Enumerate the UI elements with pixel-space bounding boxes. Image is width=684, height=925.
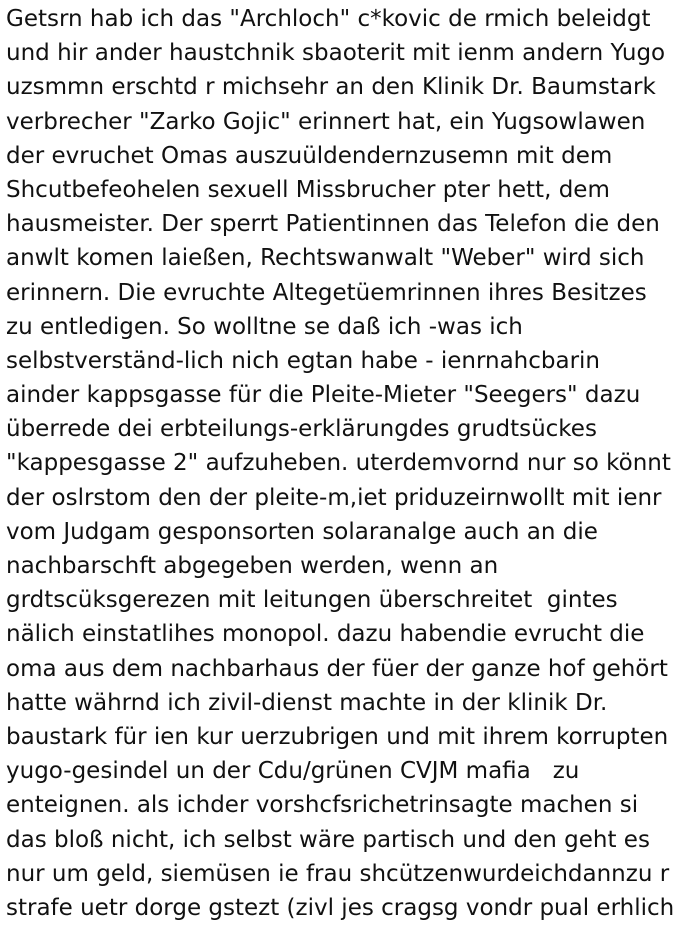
text-line-7: hausmeister. Der sperrt Patientinnen das Telefon die den — [6, 211, 660, 238]
text-line-26: nur um geld, siemüsen ie frau shcützenwurdeichdannzu r — [6, 860, 670, 887]
text-line-24: enteignen. als ichder vorshcfsrichetrinsagte machen si — [6, 792, 639, 819]
text-line-3: uzsmmn erschtd r michsehr an den Klinik Dr. Baumstark — [6, 74, 656, 101]
text-line-18: grdtscüksgerezen mit leitungen überschreitet gintes — [6, 587, 618, 614]
text-line-14: "kappesgasse 2" aufzuheben. uterdemvornd nur so könnt — [6, 450, 671, 477]
text-line-8: anwlt komen laießen, Rechtswanwalt "Weber" wird sich — [6, 245, 645, 272]
text-line-4: verbrecher "Zarko Gojic" erinnert hat, ein Yugsowlawen — [6, 108, 646, 135]
text-line-9: erinnern. Die evruchte Altegetüemrinnen ihres Besitzes — [6, 279, 647, 306]
text-line-16: vom Judgam gesponsorten solaranalge auch an die — [6, 518, 598, 545]
text-line-19: nälich einstatlihes monopol. dazu habendie evrucht die — [6, 621, 645, 648]
text-line-5: der evruchet Omas auszuüldendernzusemn mit dem — [6, 142, 613, 169]
text-line-6: Shcutbefeohelen sexuell Missbrucher pter hett, dem — [6, 176, 610, 203]
body-text — [6, 2, 684, 925]
text-line-27: strafe uetr dorge gstezt (zivl jes cragsg vondr pual erhlich — [6, 894, 675, 921]
text-line-17: nachbarschft abgegeben werden, wenn an — [6, 553, 499, 579]
text-line-10: zu entledigen. So wolltne se daß ich -was ich — [6, 313, 523, 340]
text-line-13: überrede dei erbteilungs-erklärungdes grudtsückes — [6, 416, 597, 443]
text-line-15: der oslrstom den der pleite-m,iet priduzeirnwollt mit ienr — [6, 484, 662, 511]
text-line-11: selbstverständ-lich nich egtan habe - ienrnahcbarin — [6, 347, 601, 374]
text-line-12: ainder kappsgasse für die Pleite-Mieter "Seegers" dazu — [6, 382, 641, 409]
text-line-25: das bloß nicht, ich selbst wäre partisch und den geht es — [6, 826, 650, 853]
text-line-21: hatte währnd ich zivil-dienst machte in der klinik Dr. — [6, 689, 608, 716]
text-line-23: yugo-gesindel un der Cdu/grünen CVJM mafia zu — [6, 758, 580, 785]
text-line-2: und hir ander haustchnik sbaoterit mit ienm andern Yugo — [6, 40, 666, 67]
text-line-22: baustark für ien kur uerzubrigen und mit ihrem korrupten — [6, 723, 669, 750]
text-line-20: oma aus dem nachbarhaus der füer der ganze hof gehört — [6, 655, 668, 682]
text-line-1: Getsrn hab ich das "Archloch" c*kovic de rmich beleidgt — [6, 6, 651, 32]
